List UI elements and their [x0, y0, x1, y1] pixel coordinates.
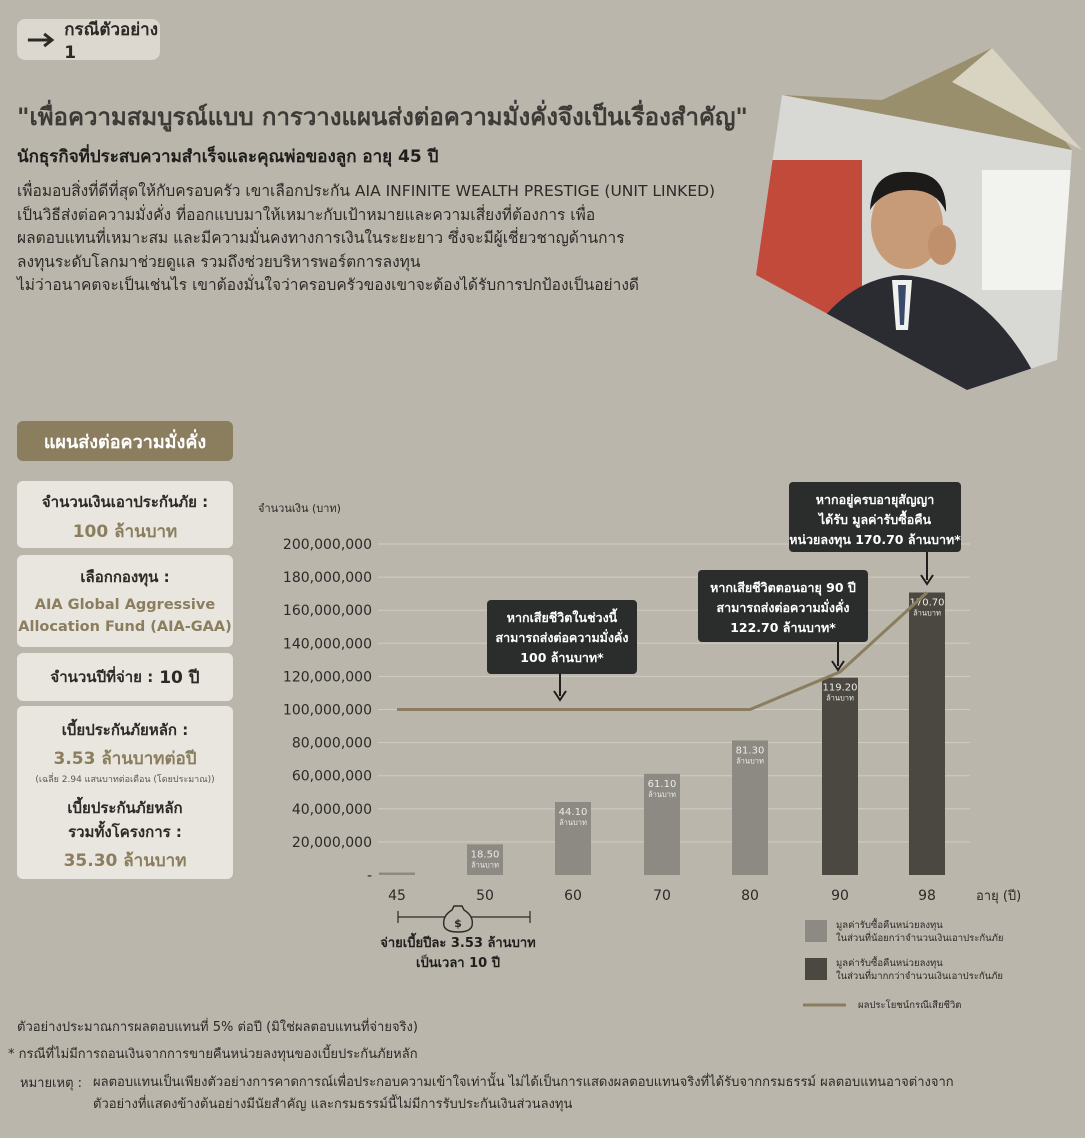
total-premium-label-1: เบี้ยประกันภัยหลัก	[67, 799, 183, 817]
sum-insured-label: จำนวนเงินเอาประกันภัย :	[41, 493, 209, 511]
y-tick-label: 40,000,000	[291, 801, 372, 818]
subhead: นักธุรกิจที่ประสบความสำเร็จและคุณพ่อของลูก อายุ 45 ปี	[17, 147, 439, 167]
callout-text: หากเสียชีวิตในช่วงนี้	[506, 610, 618, 625]
x-axis-label: อายุ (ปี)	[976, 889, 1022, 904]
premium-period-line2: เป็นเวลา 10 ปี	[416, 956, 500, 971]
x-tick-label: 90	[831, 888, 849, 904]
y-axis-label: จำนวนเงิน (บาท)	[258, 502, 341, 515]
x-tick-label: 45	[388, 888, 406, 904]
total-premium-value: 35.30 ล้านบาท	[63, 851, 187, 871]
y-tick-label: 120,000,000	[282, 669, 372, 686]
x-tick-label: 80	[741, 888, 759, 904]
pay-years-card	[17, 653, 233, 701]
y-tick-label: 20,000,000	[291, 834, 372, 851]
legend-label-light-2: ในส่วนที่น้อยกว่าจำนวนเงินเอาประกันภัย	[836, 933, 1004, 944]
paragraph-line: เป็นวิธีส่งต่อความมั่งคั่ง ที่ออกแบบมาให้เหมาะกับเป้าหมายและความเสี่ยงที่ต้องการ เพื่อ	[17, 205, 596, 224]
callouts	[487, 482, 961, 700]
legend-swatch-light	[805, 920, 827, 942]
paragraph-line: ลงทุนระดับโลกมาช่วยดูแล รวมถึงช่วยบริหารพอร์ตการลงทุน	[17, 252, 421, 271]
fund-card	[17, 555, 233, 647]
fund-name-line1: AIA Global Aggressive	[34, 597, 216, 613]
bar	[909, 592, 945, 875]
x-tick-label: 70	[653, 888, 671, 904]
plan-title: แผนส่งต่อความมั่งคั่ง	[17, 421, 233, 461]
bar-unit-label: ล้านบาท	[826, 693, 854, 703]
y-tick-label: -	[366, 868, 372, 884]
x-tick-label: 50	[476, 888, 494, 904]
premium-period-line1: จ่ายเบี้ยปีละ 3.53 ล้านบาท	[380, 936, 536, 951]
bar-unit-label: ล้านบาท	[648, 789, 676, 799]
legend-label-dark-2: ในส่วนที่มากกว่าจำนวนเงินเอาประกันภัย	[836, 971, 1003, 982]
x-tick-label: 98	[918, 888, 936, 904]
callout-text: หากเสียชีวิตตอนอายุ 90 ปี	[710, 580, 856, 595]
callout-text: ได้รับ มูลค่ารับซื้อคืน	[818, 512, 932, 527]
star-note: * กรณีที่ไม่มีการถอนเงินจากการขายคืนหน่วยลงทุนของเบี้ยประกันภัยหลัก	[8, 1047, 418, 1062]
y-tick-label: 140,000,000	[282, 636, 372, 653]
remark-label: หมายเหตุ :	[20, 1076, 83, 1091]
sum-insured-card	[17, 481, 233, 548]
money-bag-icon	[444, 906, 473, 932]
total-premium-label-2: รวมทั้งโครงการ :	[68, 823, 182, 841]
bar	[379, 873, 415, 875]
paragraph-line: ไม่ว่าอนาคตจะเป็นเช่นไร เขาต้องมั่นใจว่าครอบครัวของเขาจะต้องได้รับการปกป้องเป็นอย่างดี	[17, 276, 639, 295]
assumption-note: ตัวอย่างประมาณการผลตอบแทนที่ 5% ต่อปี (มิใช่ผลตอบแทนที่จ่ายจริง)	[17, 1020, 418, 1035]
bar-unit-label: ล้านบาท	[559, 818, 587, 828]
remark-body	[93, 1072, 954, 1116]
paragraph-line: ผลตอบแทนที่เหมาะสม และมีความมั่นคงทางการเงินในระยะยาว ซึ่งจะมีผู้เชี่ยวชาญด้านการ	[17, 229, 625, 248]
y-axis	[283, 537, 372, 884]
intro-paragraph	[17, 180, 757, 298]
remark-line: ตัวอย่างที่แสดงข้างต้นอย่างมีนัยสำคัญ และกรมธรรม์นี้ไม่มีการรับประกันเงินส่วนลงทุน	[93, 1097, 573, 1112]
x-axis	[388, 888, 936, 904]
legend-swatch-dark	[805, 958, 827, 980]
legend-label-dark-1: มูลค่ารับซื้อคืนหน่วยลงทุน	[836, 958, 943, 969]
pay-years-value: 10 ปี	[159, 667, 200, 688]
y-tick-label: 60,000,000	[291, 768, 372, 785]
fund-label: เลือกกองทุน :	[80, 568, 170, 586]
legend-label-light-1: มูลค่ารับซื้อคืนหน่วยลงทุน	[836, 920, 943, 931]
bar-value-label: 170.70	[909, 597, 945, 609]
pay-years-label: จำนวนปีที่จ่าย :	[50, 668, 154, 686]
legend-label-line: ผลประโยชน์กรณีเสียชีวิต	[858, 1000, 962, 1011]
y-tick-label: 180,000,000	[282, 570, 372, 587]
bar-unit-label: ล้านบาท	[471, 860, 499, 870]
headline: "เพื่อความสมบูรณ์แบบ การวางแผนส่งต่อความมั่งคั่งจึงเป็นเรื่องสำคัญ"	[17, 103, 748, 131]
callout-text: 100 ล้านบาท*	[520, 650, 604, 665]
arrow-right-icon	[27, 31, 56, 49]
businessman-photo	[752, 40, 1085, 400]
callout-text: หน่วยลงทุน 170.70 ล้านบาท*	[789, 532, 961, 547]
callout-text: สามารถส่งต่อความมั่งคั่ง	[716, 600, 850, 615]
y-tick-label: 200,000,000	[282, 537, 372, 553]
paragraph-line: เพื่อมอบสิ่งที่ดีที่สุดให้กับครอบครัว เขาเลือกประกัน AIA INFINITE WEALTH PRESTIGE (UNIT LINKED)	[17, 182, 716, 200]
y-tick-label: 160,000,000	[282, 603, 372, 620]
callout-text: หากอยู่ครบอายุสัญญา	[815, 492, 935, 507]
premium-value: 3.53 ล้านบาทต่อปี	[53, 749, 197, 769]
fund-name-line2: Allocation Fund (AIA-GAA)	[18, 619, 232, 635]
bar-value-label: 61.10	[647, 778, 677, 790]
wealth-chart	[250, 480, 1080, 1020]
bar	[822, 678, 858, 875]
bar-value-label: 18.50	[470, 849, 500, 861]
remark-line: ผลตอบแทนเป็นเพียงตัวอย่างการคาดการณ์เพื่อประกอบความเข้าใจเท่านั้น ไม่ได้เป็นการแสดงผลตอบแทนจริงที่ได้รับจากกรมธรรม์ ผลตอบแทนอาจต่างจาก	[93, 1075, 954, 1090]
bar-unit-label: ล้านบาท	[736, 756, 764, 766]
case-badge	[17, 19, 160, 63]
svg-text:$: $	[454, 917, 462, 930]
y-tick-label: 100,000,000	[282, 702, 372, 719]
callout-text: สามารถส่งต่อความมั่งคั่ง	[495, 630, 629, 645]
premium-note: (เฉลี่ย 2.94 แสนบาทต่อเดือน (โดยประมาณ))	[35, 775, 215, 785]
x-tick-label: 60	[564, 888, 582, 904]
sum-insured-value: 100 ล้านบาท	[72, 522, 178, 542]
premium-label: เบี้ยประกันภัยหลัก :	[61, 721, 189, 739]
premium-card	[17, 706, 233, 879]
bar-value-label: 119.20	[822, 682, 858, 694]
y-tick-label: 80,000,000	[291, 735, 372, 752]
callout-text: 122.70 ล้านบาท*	[730, 620, 836, 635]
case-badge-label: กรณีตัวอย่าง 1	[64, 20, 159, 63]
premium-period	[380, 906, 535, 971]
bar-value-label: 44.10	[558, 807, 588, 819]
bar-value-label: 81.30	[735, 745, 765, 757]
bar-unit-label: ล้านบาท	[913, 608, 941, 618]
legend	[803, 918, 1003, 1011]
